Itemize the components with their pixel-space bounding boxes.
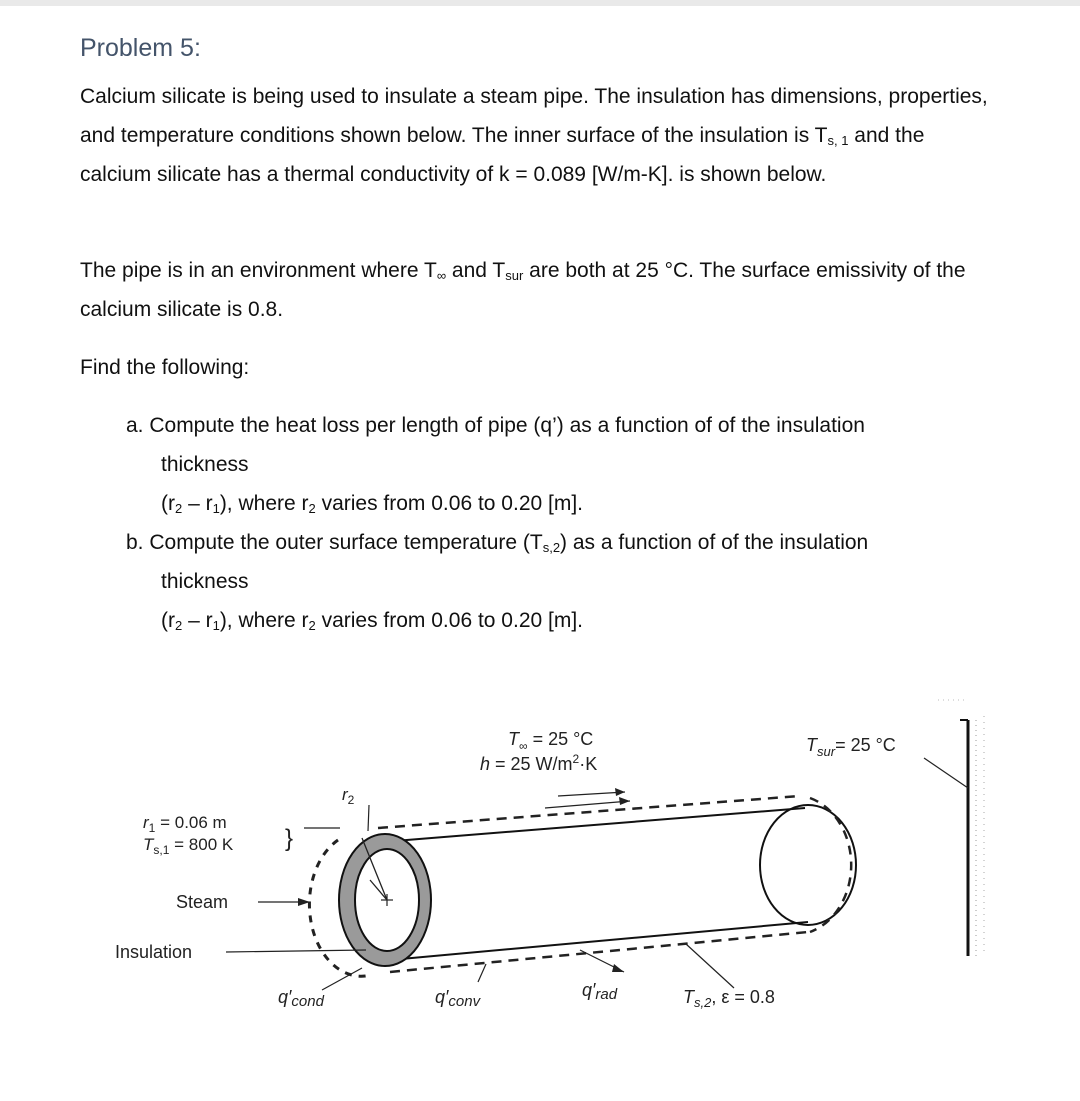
intro-paragraph: Calcium silicate is being used to insulate a steam pipe. The insulation has dimensions, properties, and temperature conditions shown below. The inner surface of the insulation is $T_{s, 1}$ and the calcium silicate has a thermal conductivity of k = 0.089 [W/m-K]. is shown below. [80,85,988,186]
qcond-label: q′cond [278,987,324,1010]
pipe-far-end [760,805,856,925]
insulation-leader [226,950,366,952]
page-top-edge [0,0,1080,6]
insulation-label: Insulation [115,942,193,962]
environment-paragraph: The pipe is in an environment where $T_\infty$ and $T_{sur}$ are both at 25 °C. The surface emissivity of the calcium silicate is 0.8. [80,259,966,321]
tsur-leader [924,758,968,788]
pipe-top-edge [382,808,805,842]
steam-label: Steam [176,892,229,912]
qrad-label: q′rad [582,980,618,1003]
qcond-leader [322,968,362,990]
far-end-dashed [810,798,851,932]
r1-label: $r_1 = 0.06$ m [143,813,227,835]
instruction-text: Find the following: [80,356,250,379]
insulation-top-edge [378,796,800,828]
tsur-label: $T_{sur}= 25$ °C [806,735,896,759]
r2-label: $r_2$ [342,785,355,807]
bracket-symbol: } [285,825,294,852]
question-a: a. Compute the heat loss per length of pipe (q’) as a function of of the insulation thickness $(r_2 - r_1)$, where $r_2$ varies from 0.06 to 0.20 [m]. [126,414,865,516]
ts2-label: $T_{s,2}$, ε = 0.8 [683,987,775,1010]
qconv-label: q′conv [435,987,481,1010]
ts2-leader [686,944,734,988]
tinf-label: $T_\infty = 25$ °C [508,729,594,753]
h-label: h = 25 $W/m^2\cdot K$ [480,752,598,774]
flow-arrow-2 [545,801,630,808]
qconv-arrow [478,964,486,982]
pipe-bottom-edge [390,922,808,960]
ts1-label: $T_{s,1} = 800$ K [143,835,234,857]
flow-arrow-1 [558,792,625,796]
insulation-bottom-edge [390,932,808,972]
question-b: b. Compute the outer surface temperature $(T_{s,2})$ as a function of of the insulation thickness $(r_2 - r_1)$, where $r_2$ varies from 0.06 to 0.20 [m]. [126,531,869,633]
pipe-insulation-diagram [0,660,1080,1101]
problem-title: Problem 5: [80,34,201,62]
